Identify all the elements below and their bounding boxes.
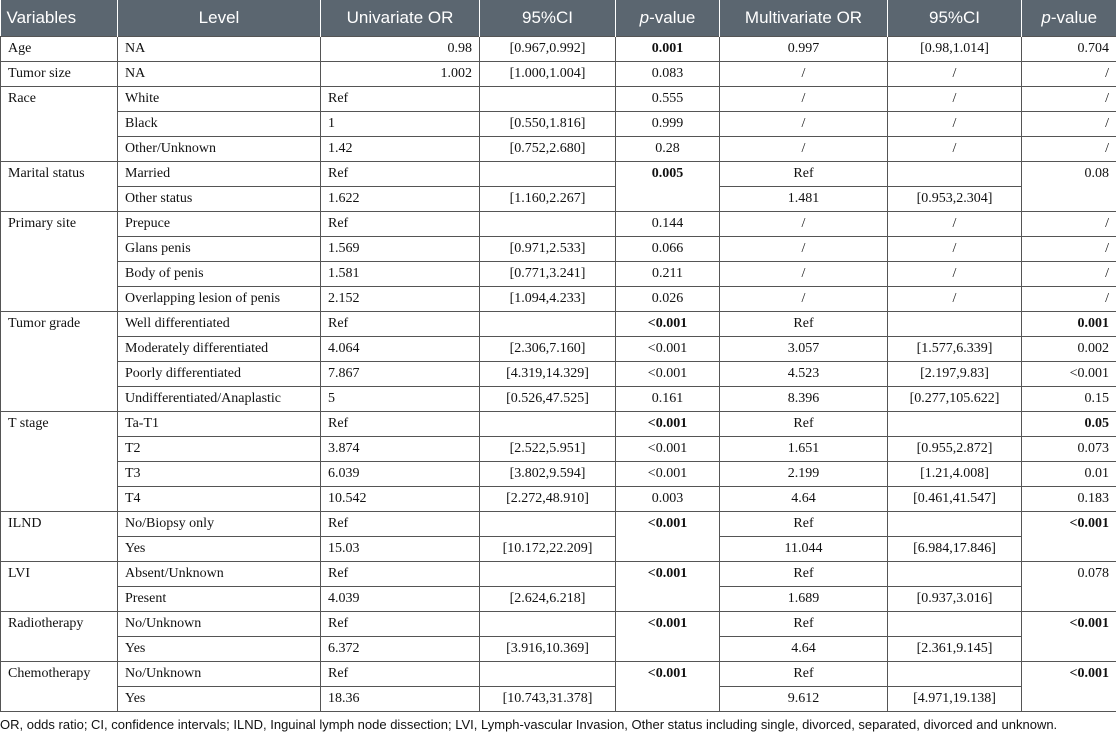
cell-multivariate-or: 9.612 [720, 687, 888, 712]
cell-multivariate-or: 2.199 [720, 462, 888, 487]
header-p-suffix: -value [1050, 8, 1098, 27]
table-row [1, 162, 1116, 187]
cell-univariate-ci: [4.319,14.329] [480, 362, 616, 387]
cell-level: Prepuce [118, 212, 321, 237]
cell-level: NA [118, 37, 321, 62]
cell-multivariate-or: Ref [720, 562, 888, 587]
cell-univariate-or: 4.039 [321, 587, 480, 612]
cell-multivariate-ci: [1.21,4.008] [888, 462, 1022, 487]
cell-multivariate-p: 0.002 [1022, 337, 1116, 362]
cell-level: Other status [118, 187, 321, 212]
table-row [1, 362, 1116, 387]
cell-level: Overlapping lesion of penis [118, 287, 321, 312]
cell-univariate-or: 15.03 [321, 537, 480, 562]
cell-univariate-or: 6.372 [321, 637, 480, 662]
table-row [1, 87, 1116, 112]
cell-level: No/Unknown [118, 662, 321, 687]
cell-level: Undifferentiated/Anaplastic [118, 387, 321, 412]
cell-univariate-ci [480, 412, 616, 437]
cell-univariate-p: 0.083 [616, 62, 720, 87]
header-multivariate-p-text: p [1041, 8, 1051, 27]
cell-multivariate-ci [888, 562, 1022, 587]
cell-univariate-p: <0.001 [616, 462, 720, 487]
table-row [1, 62, 1116, 87]
cell-univariate-p: <0.001 [616, 362, 720, 387]
table-row [1, 262, 1116, 287]
cell-multivariate-p: 0.704 [1022, 37, 1116, 62]
cell-univariate-or: Ref [321, 662, 480, 687]
cell-univariate-p [616, 637, 720, 662]
cell-variable [1, 637, 118, 662]
cell-multivariate-ci [888, 512, 1022, 537]
cell-level: T3 [118, 462, 321, 487]
cell-level: Yes [118, 687, 321, 712]
cell-univariate-ci: [0.967,0.992] [480, 37, 616, 62]
cell-variable: Radiotherapy [1, 612, 118, 637]
cell-univariate-or: 1.002 [321, 62, 480, 87]
table-row [1, 537, 1116, 562]
cell-multivariate-ci: [4.971,19.138] [888, 687, 1022, 712]
cell-univariate-ci: [10.172,22.209] [480, 537, 616, 562]
cell-variable: Tumor grade [1, 312, 118, 337]
cell-multivariate-or: / [720, 87, 888, 112]
header-univariate-p [616, 0, 720, 37]
cell-univariate-or: 6.039 [321, 462, 480, 487]
cell-variable: ILND [1, 512, 118, 537]
cell-level: Glans penis [118, 237, 321, 262]
cell-multivariate-or: 4.523 [720, 362, 888, 387]
table-row [1, 512, 1116, 537]
cell-multivariate-or: 3.057 [720, 337, 888, 362]
cell-multivariate-p: 0.01 [1022, 462, 1116, 487]
cell-univariate-p: 0.144 [616, 212, 720, 237]
cell-multivariate-ci: [6.984,17.846] [888, 537, 1022, 562]
cell-level: T2 [118, 437, 321, 462]
cell-univariate-ci: [1.160,2.267] [480, 187, 616, 212]
cell-multivariate-ci [888, 312, 1022, 337]
cell-univariate-or: 0.98 [321, 37, 480, 62]
table-row [1, 187, 1116, 212]
table-row [1, 112, 1116, 137]
cell-multivariate-ci: [0.98,1.014] [888, 37, 1022, 62]
cell-multivariate-ci: / [888, 137, 1022, 162]
cell-univariate-or: Ref [321, 412, 480, 437]
header-multivariate-or: Multivariate OR [720, 0, 888, 37]
cell-multivariate-p [1022, 637, 1116, 662]
cell-univariate-p: 0.555 [616, 87, 720, 112]
cell-multivariate-or: / [720, 112, 888, 137]
cell-multivariate-ci: / [888, 237, 1022, 262]
cell-multivariate-or: Ref [720, 312, 888, 337]
cell-multivariate-ci [888, 162, 1022, 187]
cell-multivariate-or: 1.651 [720, 437, 888, 462]
cell-multivariate-p [1022, 687, 1116, 712]
cell-univariate-ci [480, 612, 616, 637]
cell-multivariate-or: / [720, 237, 888, 262]
cell-univariate-p: <0.001 [616, 512, 720, 537]
cell-level: Body of penis [118, 262, 321, 287]
cell-variable [1, 337, 118, 362]
cell-level: Yes [118, 537, 321, 562]
cell-multivariate-p: <0.001 [1022, 512, 1116, 537]
cell-univariate-ci: [2.522,5.951] [480, 437, 616, 462]
cell-univariate-or: 1.42 [321, 137, 480, 162]
cell-multivariate-p: / [1022, 62, 1116, 87]
cell-univariate-ci: [0.752,2.680] [480, 137, 616, 162]
table-header [1, 0, 1116, 37]
cell-multivariate-ci: / [888, 87, 1022, 112]
cell-level: Yes [118, 637, 321, 662]
cell-multivariate-ci [888, 612, 1022, 637]
header-univariate-p-text: p [639, 8, 650, 27]
cell-univariate-ci [480, 87, 616, 112]
cell-univariate-ci: [0.550,1.816] [480, 112, 616, 137]
cell-multivariate-ci: [0.277,105.622] [888, 387, 1022, 412]
cell-multivariate-ci: [1.577,6.339] [888, 337, 1022, 362]
cell-multivariate-or: 11.044 [720, 537, 888, 562]
cell-multivariate-ci: / [888, 112, 1022, 137]
cell-multivariate-or: Ref [720, 162, 888, 187]
cell-multivariate-p: <0.001 [1022, 612, 1116, 637]
cell-univariate-or: 10.542 [321, 487, 480, 512]
table-row [1, 687, 1116, 712]
cell-univariate-p: <0.001 [616, 337, 720, 362]
cell-univariate-ci: [0.526,47.525] [480, 387, 616, 412]
table-row [1, 587, 1116, 612]
cell-univariate-or: 1.569 [321, 237, 480, 262]
cell-level: Well differentiated [118, 312, 321, 337]
cell-univariate-or: 4.064 [321, 337, 480, 362]
cell-multivariate-or: 1.689 [720, 587, 888, 612]
cell-univariate-or: Ref [321, 312, 480, 337]
cell-univariate-p: 0.026 [616, 287, 720, 312]
cell-multivariate-ci: / [888, 262, 1022, 287]
cell-multivariate-or: / [720, 262, 888, 287]
cell-level: Black [118, 112, 321, 137]
cell-univariate-ci: [10.743,31.378] [480, 687, 616, 712]
cell-univariate-ci: [3.916,10.369] [480, 637, 616, 662]
cell-multivariate-p: 0.078 [1022, 562, 1116, 587]
cell-level: Poorly differentiated [118, 362, 321, 387]
table-row [1, 412, 1116, 437]
cell-level: Ta-T1 [118, 412, 321, 437]
cell-univariate-ci: [0.771,3.241] [480, 262, 616, 287]
cell-multivariate-p: / [1022, 137, 1116, 162]
header-variables: Variables [1, 0, 118, 37]
table-row [1, 212, 1116, 237]
cell-univariate-ci [480, 562, 616, 587]
cell-univariate-ci: [3.802,9.594] [480, 462, 616, 487]
cell-univariate-ci: [1.094,4.233] [480, 287, 616, 312]
cell-univariate-ci: [2.272,48.910] [480, 487, 616, 512]
cell-level: NA [118, 62, 321, 87]
cell-univariate-p: 0.066 [616, 237, 720, 262]
table-footnote: OR, odds ratio; CI, confidence intervals; ILND, Inguinal lymph node dissection; LVI, Lymph-vascular Invasion, Other status including single, divorced, separated, divorced and unknown. [0, 717, 1058, 732]
cell-multivariate-p: 0.15 [1022, 387, 1116, 412]
cell-multivariate-ci: / [888, 62, 1022, 87]
cell-multivariate-or: Ref [720, 662, 888, 687]
table-row [1, 437, 1116, 462]
table-row [1, 387, 1116, 412]
table-row [1, 37, 1116, 62]
cell-univariate-or: 1.622 [321, 187, 480, 212]
cell-multivariate-p: 0.05 [1022, 412, 1116, 437]
cell-univariate-ci [480, 512, 616, 537]
cell-multivariate-ci: / [888, 287, 1022, 312]
cell-multivariate-or: / [720, 212, 888, 237]
cell-univariate-p: <0.001 [616, 437, 720, 462]
cell-multivariate-p: / [1022, 287, 1116, 312]
cell-multivariate-p: <0.001 [1022, 662, 1116, 687]
cell-multivariate-or: 1.481 [720, 187, 888, 212]
cell-univariate-p: 0.161 [616, 387, 720, 412]
cell-level: No/Biopsy only [118, 512, 321, 537]
cell-multivariate-or: Ref [720, 612, 888, 637]
cell-variable [1, 437, 118, 462]
cell-variable [1, 237, 118, 262]
cell-multivariate-or: 4.64 [720, 487, 888, 512]
cell-multivariate-p: 0.001 [1022, 312, 1116, 337]
cell-univariate-or: 5 [321, 387, 480, 412]
table-row [1, 662, 1116, 687]
cell-univariate-or: Ref [321, 162, 480, 187]
cell-variable: Marital status [1, 162, 118, 187]
cell-multivariate-or: Ref [720, 412, 888, 437]
cell-multivariate-or: Ref [720, 512, 888, 537]
cell-univariate-p [616, 537, 720, 562]
cell-variable [1, 137, 118, 162]
cell-multivariate-or: 0.997 [720, 37, 888, 62]
cell-multivariate-or: / [720, 287, 888, 312]
cell-multivariate-ci: / [888, 212, 1022, 237]
table-row [1, 137, 1116, 162]
cell-level: White [118, 87, 321, 112]
cell-level: Other/Unknown [118, 137, 321, 162]
cell-univariate-p: 0.211 [616, 262, 720, 287]
cell-multivariate-p: 0.073 [1022, 437, 1116, 462]
header-multivariate-ci: 95%CI [888, 0, 1022, 37]
cell-univariate-ci: [1.000,1.004] [480, 62, 616, 87]
cell-multivariate-p: <0.001 [1022, 362, 1116, 387]
cell-univariate-or: 1.581 [321, 262, 480, 287]
cell-univariate-p: 0.001 [616, 37, 720, 62]
cell-variable [1, 362, 118, 387]
cell-multivariate-p: / [1022, 237, 1116, 262]
table-row [1, 612, 1116, 637]
cell-univariate-or: 1 [321, 112, 480, 137]
table-row [1, 337, 1116, 362]
cell-multivariate-p: / [1022, 262, 1116, 287]
cell-multivariate-or: / [720, 137, 888, 162]
cell-univariate-ci [480, 312, 616, 337]
cell-univariate-p: 0.999 [616, 112, 720, 137]
cell-univariate-p: <0.001 [616, 562, 720, 587]
cell-variable [1, 287, 118, 312]
cell-univariate-p [616, 587, 720, 612]
cell-multivariate-ci: [0.953,2.304] [888, 187, 1022, 212]
cell-level: Moderately differentiated [118, 337, 321, 362]
cell-univariate-p [616, 187, 720, 212]
cell-multivariate-p [1022, 587, 1116, 612]
cell-multivariate-p [1022, 187, 1116, 212]
header-p-suffix: -value [649, 8, 696, 27]
cell-univariate-or: 18.36 [321, 687, 480, 712]
cell-multivariate-p [1022, 537, 1116, 562]
cell-multivariate-p: / [1022, 87, 1116, 112]
table-row [1, 287, 1116, 312]
cell-univariate-ci: [2.624,6.218] [480, 587, 616, 612]
table-row [1, 562, 1116, 587]
table-row [1, 462, 1116, 487]
header-univariate-ci: 95%CI [480, 0, 616, 37]
cell-univariate-or: Ref [321, 512, 480, 537]
cell-multivariate-p: 0.08 [1022, 162, 1116, 187]
cell-variable [1, 387, 118, 412]
cell-variable [1, 462, 118, 487]
header-univariate-or: Univariate OR [321, 0, 480, 37]
cell-univariate-or: 7.867 [321, 362, 480, 387]
cell-variable [1, 487, 118, 512]
cell-univariate-ci [480, 212, 616, 237]
table-row [1, 312, 1116, 337]
cell-variable: Age [1, 37, 118, 62]
cell-univariate-or: 3.874 [321, 437, 480, 462]
cell-variable: T stage [1, 412, 118, 437]
cell-univariate-p: 0.003 [616, 487, 720, 512]
cell-multivariate-p: / [1022, 112, 1116, 137]
cell-multivariate-ci: [0.937,3.016] [888, 587, 1022, 612]
table-row [1, 237, 1116, 262]
table-row [1, 637, 1116, 662]
cell-univariate-or: Ref [321, 562, 480, 587]
cell-multivariate-ci: [0.955,2.872] [888, 437, 1022, 462]
cell-level: Present [118, 587, 321, 612]
cell-multivariate-p: 0.183 [1022, 487, 1116, 512]
cell-level: Absent/Unknown [118, 562, 321, 587]
cell-univariate-or: 2.152 [321, 287, 480, 312]
cell-multivariate-p: / [1022, 212, 1116, 237]
cell-level: Married [118, 162, 321, 187]
cell-variable: Tumor size [1, 62, 118, 87]
cell-univariate-p: <0.001 [616, 612, 720, 637]
cell-variable: LVI [1, 562, 118, 587]
header-level: Level [118, 0, 321, 37]
cell-univariate-p: <0.001 [616, 412, 720, 437]
cell-level: T4 [118, 487, 321, 512]
cell-multivariate-ci: [2.361,9.145] [888, 637, 1022, 662]
cell-univariate-p: <0.001 [616, 662, 720, 687]
cell-univariate-ci [480, 162, 616, 187]
header-multivariate-p [1022, 0, 1116, 37]
cell-multivariate-ci [888, 662, 1022, 687]
cell-variable: Chemotherapy [1, 662, 118, 687]
cell-univariate-or: Ref [321, 212, 480, 237]
cell-variable [1, 587, 118, 612]
cell-multivariate-or: / [720, 62, 888, 87]
cell-variable [1, 262, 118, 287]
cell-multivariate-or: 8.396 [720, 387, 888, 412]
cell-univariate-or: Ref [321, 87, 480, 112]
cell-variable: Primary site [1, 212, 118, 237]
cell-multivariate-ci: [2.197,9.83] [888, 362, 1022, 387]
table-body [1, 37, 1116, 712]
cell-multivariate-ci: [0.461,41.547] [888, 487, 1022, 512]
cell-univariate-ci [480, 662, 616, 687]
cell-variable [1, 537, 118, 562]
cell-univariate-p: 0.28 [616, 137, 720, 162]
table-row [1, 487, 1116, 512]
cell-variable: Race [1, 87, 118, 112]
cell-univariate-p: <0.001 [616, 312, 720, 337]
cell-multivariate-or: 4.64 [720, 637, 888, 662]
cell-univariate-p [616, 687, 720, 712]
cell-univariate-or: Ref [321, 612, 480, 637]
cell-multivariate-ci [888, 412, 1022, 437]
cell-univariate-ci: [2.306,7.160] [480, 337, 616, 362]
cell-univariate-ci: [0.971,2.533] [480, 237, 616, 262]
cell-level: No/Unknown [118, 612, 321, 637]
cell-variable [1, 187, 118, 212]
cell-univariate-p: 0.005 [616, 162, 720, 187]
cell-variable [1, 112, 118, 137]
cell-variable [1, 687, 118, 712]
